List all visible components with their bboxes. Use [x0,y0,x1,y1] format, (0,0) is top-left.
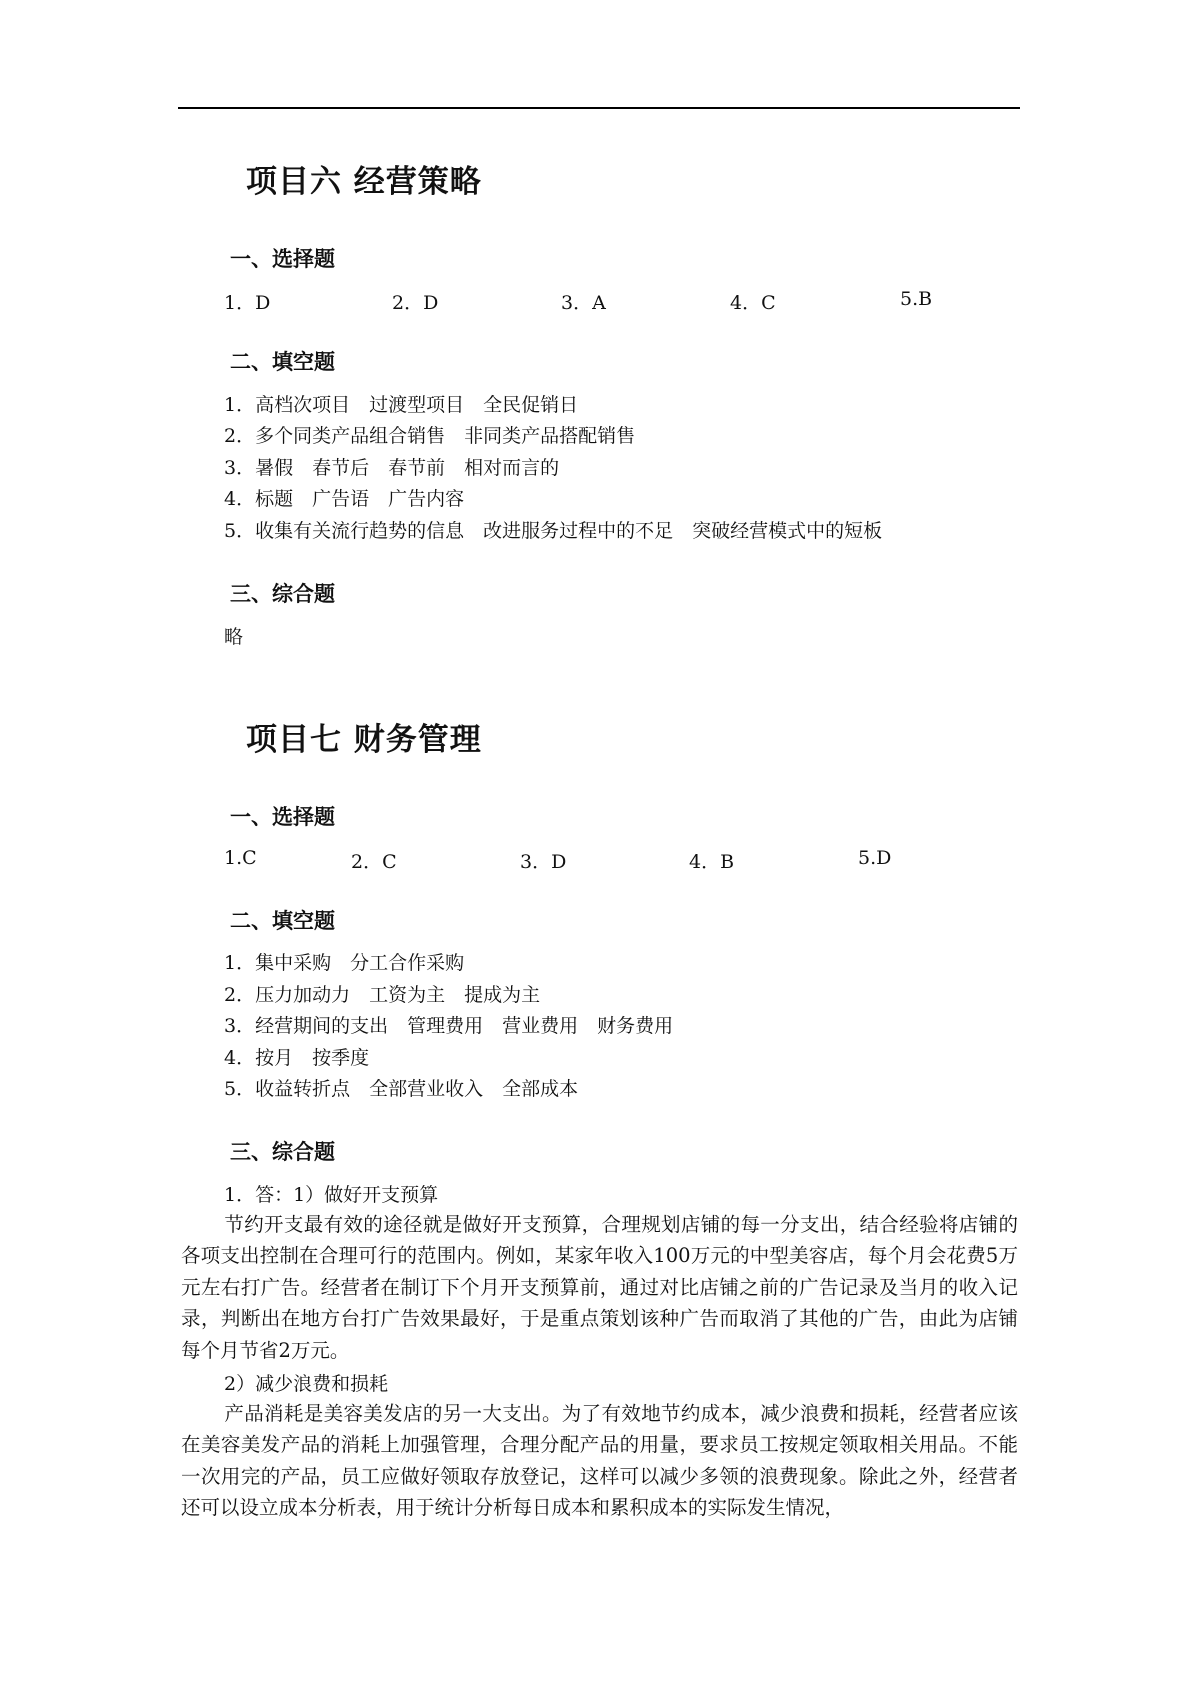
project6-choice-2: 2．D [392,292,439,314]
project7-paragraph-1 [181,1209,1018,1366]
project7-choice-1: 1.C [224,847,257,869]
project7-paragraph-1-text: 节约开支最有效的途径就是做好开支预算，合理规划店铺的每一分支出，结合经验将店铺的各项支出控制在合理可行的范围内。例如，某家年收入100万元的中型美容店，每个月会花费5万元左右打广告。经营者在制订下个月开支预算前，通过对比店铺之前的广告记录及当月的收入记录，判断出在地方台打广告效果最好，于是重点策划该种广告而取消了其他的广告，由此为店铺每个月节省2万元。 [181,1213,1018,1362]
project6-fill-2: 2．多个同类产品组合销售 非同类产品搭配销售 [224,425,636,447]
project7-fill-1: 1．集中采购 分工合作采购 [224,952,465,974]
project6-title: 项目六 经营策略 [246,164,482,200]
project7-fill-heading: 二、填空题 [230,908,335,933]
project7-paragraph-2 [181,1398,1018,1524]
project6-fill-heading: 二、填空题 [230,349,335,374]
project6-comp-heading: 三、综合题 [230,581,335,606]
project6-comp-text: 略 [224,626,244,648]
project6-choice-4: 4．C [730,292,776,314]
project7-fill-5: 5．收益转折点 全部营业收入 全部成本 [224,1078,579,1100]
project6-choice-3: 3．A [561,292,606,314]
project6-fill-4: 4．标题 广告语 广告内容 [224,488,465,510]
project7-answer-label: 1．答：1）做好开支预算 [224,1184,439,1206]
project6-fill-1: 1．高档次项目 过渡型项目 全民促销日 [224,394,579,416]
project7-paragraph-2-text: 产品消耗是美容美发店的另一大支出。为了有效地节约成本，减少浪费和损耗，经营者应该在美容美发产品的消耗上加强管理，合理分配产品的用量，要求员工按规定领取相关用品。不能一次用完的产品，员工应做好领取存放登记，这样可以减少多领的浪费现象。除此之外，经营者还可以设立成本分析表，用于统计分析每日成本和累积成本的实际发生情况， [181,1402,1018,1520]
project7-fill-2: 2．压力加动力 工资为主 提成为主 [224,984,541,1006]
project7-choice-2: 2．C [351,851,397,873]
project7-choice-5: 5.D [858,847,892,869]
project6-fill-5: 5．收集有关流行趋势的信息 改进服务过程中的不足 突破经营模式中的短板 [224,520,883,542]
project7-comp-heading: 三、综合题 [230,1139,335,1164]
project7-fill-3: 3．经营期间的支出 管理费用 营业费用 财务费用 [224,1015,674,1037]
project7-choice-3: 3．D [520,851,567,873]
header-rule [178,107,1020,109]
project7-choice-heading: 一、选择题 [230,804,335,829]
project6-fill-3: 3．暑假 春节后 春节前 相对而言的 [224,457,560,479]
project7-fill-4: 4．按月 按季度 [224,1047,370,1069]
project6-choice-1: 1．D [224,292,271,314]
project6-choice-heading: 一、选择题 [230,246,335,271]
project7-choice-4: 4．B [689,851,735,873]
project7-title: 项目七 财务管理 [246,722,482,758]
project6-choice-5: 5.B [900,288,933,310]
project7-subheading-2: 2）减少浪费和损耗 [224,1373,389,1395]
